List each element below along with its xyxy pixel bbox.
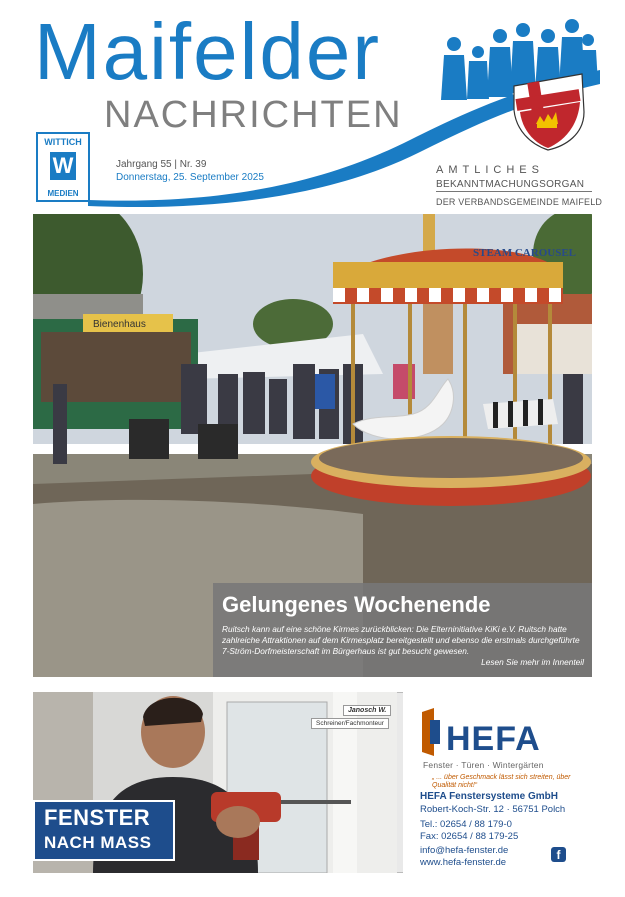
person-role-tag: Schreiner/Fachmonteur xyxy=(311,718,389,729)
cover-teaser: Ruitsch kann auf eine schöne Kirmes zurückblicken: Die Elterninitiative KiKi e.V. Ruitsch hatte zahlreiche Attraktionen auf dem Kirmesplatz bereitgestellt und ebenso die erstmals durchgeführte 7-Ström-Dorfmeisterschaft im Bürgerhaus ist gut besucht gewesen. xyxy=(222,624,580,656)
official-line-1: AMTLICHES xyxy=(436,164,544,176)
company-address: Robert-Koch-Str. 12 · 56751 Polch xyxy=(420,804,566,815)
coat-of-arms-icon xyxy=(514,74,584,150)
issue-date: Donnerstag, 25. September 2025 xyxy=(116,172,264,183)
person-name-tag: Janosch W. xyxy=(343,705,391,716)
masthead-title: Maifelder xyxy=(34,7,382,96)
official-line-2: BEKANNTMACHUNGSORGAN xyxy=(436,179,585,190)
publisher-name-top: WITTICH xyxy=(44,137,82,147)
company-fax: Fax: 02654 / 88 179-25 xyxy=(420,831,519,842)
masthead-subtitle: NACHRICHTEN xyxy=(104,94,403,136)
publisher-name-bottom: MEDIEN xyxy=(47,189,79,198)
publisher-logo xyxy=(36,132,90,202)
carousel-sign: STEAM CAROUSEL xyxy=(473,247,576,259)
hefa-slogan: „ ... über Geschmack lässt sich streiten, über Qualität nicht!“ xyxy=(432,774,571,790)
hefa-brand: HEFA xyxy=(446,720,541,758)
official-line-3: DER VERBANDSGEMEINDE MAIFELD xyxy=(436,197,603,207)
company-phone[interactable]: Tel.: 02654 / 88 179-0 xyxy=(420,819,512,830)
read-more-link[interactable]: Lesen Sie mehr im Innenteil xyxy=(481,657,584,667)
facebook-icon[interactable]: f xyxy=(551,847,566,862)
ad-claim-line-1: FENSTER xyxy=(44,805,151,830)
company-website-link[interactable]: www.hefa-fenster.de xyxy=(420,857,507,868)
booth-sign: Bienenhaus xyxy=(93,319,146,330)
company-email-link[interactable]: info@hefa-fenster.de xyxy=(420,845,509,856)
cover-headline: Gelungenes Wochenende xyxy=(222,592,491,617)
hefa-tagline: Fenster · Türen · Wintergärten xyxy=(423,760,544,770)
publisher-letter: W xyxy=(50,152,76,180)
company-name: HEFA Fenstersysteme GmbH xyxy=(420,791,559,802)
ad-claim-line-2: NACH MASS xyxy=(44,833,152,852)
hefa-logo xyxy=(420,706,580,760)
divider xyxy=(436,191,592,192)
issue-number: Jahrgang 55 | Nr. 39 xyxy=(116,159,207,170)
